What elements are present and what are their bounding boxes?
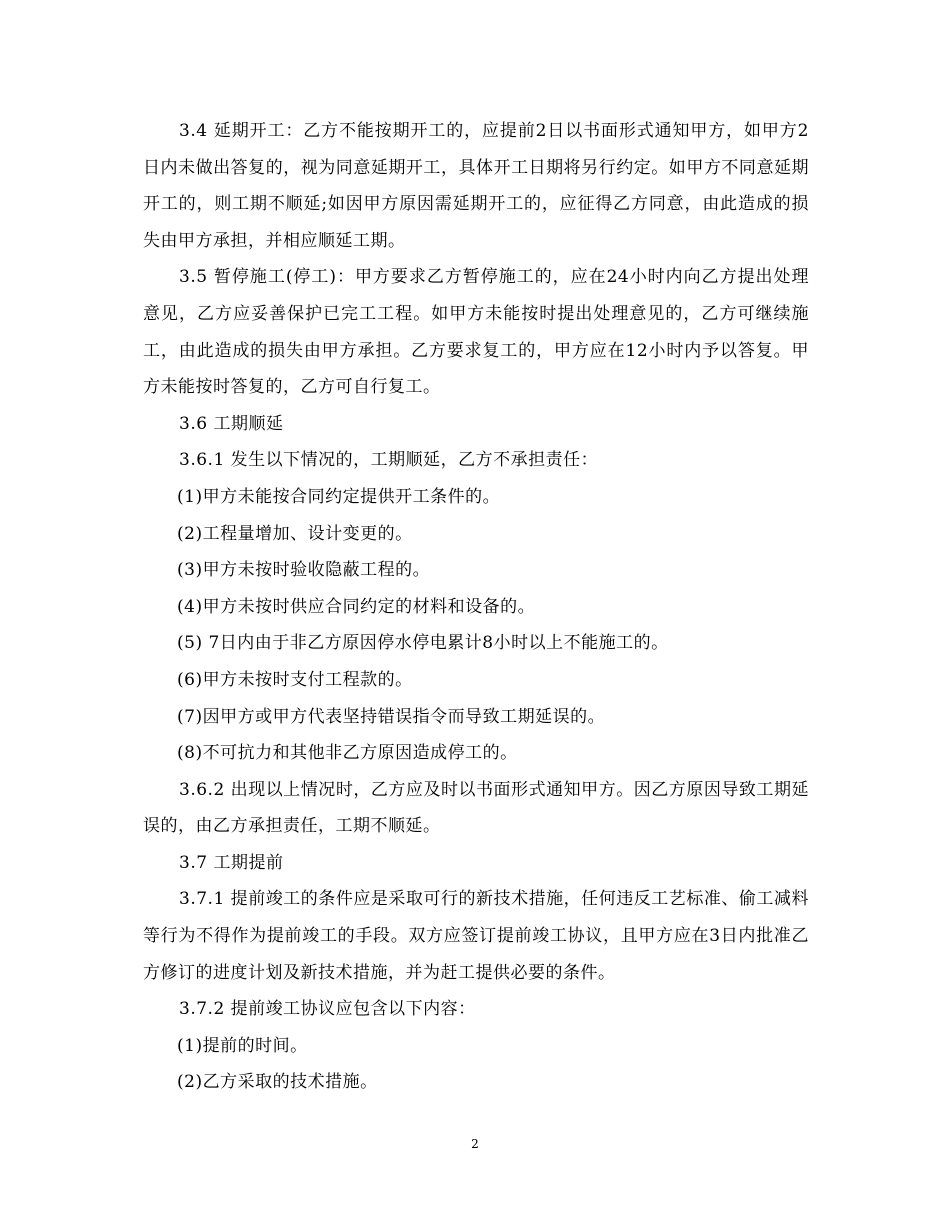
list-item: (1)甲方未能按合同约定提供开工条件的。: [177, 486, 501, 507]
heading-3-6: 3.6 工期顺延: [179, 413, 284, 434]
paragraph-3-5: 3.5 暂停施工(停工)：甲方要求乙方暂停施工的，应在24小时内向乙方提出处理意见，乙方应妥善保护已完工工程。如甲方未能按时提出处理意见的，乙方可继续施工，由此造成的损失由甲方承担。乙方要求复工的，甲方应在12小时内予以答复。甲方未能按时答复的，乙方可自行复工。: [143, 267, 809, 398]
paragraph-3-7-1: 3.7.1 提前竣工的条件应是采取可行的新技术措施，任何违反工艺标准、偷工减料等行为不得作为提前竣工的手段。双方应签订提前竣工协议，且甲方应在3日内批准乙方修订的进度计划及新技术措施，并为赶工提供必要的条件。: [143, 889, 809, 983]
heading-3-7: 3.7 工期提前: [179, 852, 284, 873]
list-item: (2)工程量增加、设计变更的。: [177, 523, 413, 544]
list-item: (8)不可抗力和其他非乙方原因造成停工的。: [177, 743, 518, 764]
list-item: (5) 7日内由于非乙方原因停水停电累计8小时以上不能施工的。: [177, 633, 669, 654]
list-item: (4)甲方未按时供应合同约定的材料和设备的。: [177, 596, 536, 617]
list-item: (6)甲方未按时支付工程款的。: [177, 669, 413, 690]
paragraph-3-6-2: 3.6.2 出现以上情况时，乙方应及时以书面形式通知甲方。因乙方原因导致工期延误的，由乙方承担责任，工期不顺延。: [143, 779, 809, 837]
list-item: (2)乙方采取的技术措施。: [177, 1072, 378, 1093]
list-item: (1)提前的时间。: [177, 1035, 308, 1056]
paragraph-3-6-1: 3.6.1 发生以下情况的，工期顺延，乙方不承担责任：: [179, 450, 599, 471]
paragraph-3-4: 3.4 延期开工：乙方不能按期开工的，应提前2日以书面形式通知甲方，如甲方2日内未做出答复的，视为同意延期开工，具体开工日期将另行约定。如甲方不同意延期开工的，则工期不顺延;如因甲方原因需延期开工的，应征得乙方同意，由此造成的损失由甲方承担，并相应顺延工期。: [143, 121, 809, 251]
paragraph-3-7-2: 3.7.2 提前竣工协议应包含以下内容：: [179, 999, 476, 1020]
page-number: 2: [471, 1137, 479, 1151]
document-body: [143, 113, 809, 1101]
list-item: (3)甲方未按时验收隐蔽工程的。: [177, 560, 431, 581]
list-item: (7)因甲方或甲方代表坚持错误指令而导致工期延误的。: [177, 706, 606, 727]
